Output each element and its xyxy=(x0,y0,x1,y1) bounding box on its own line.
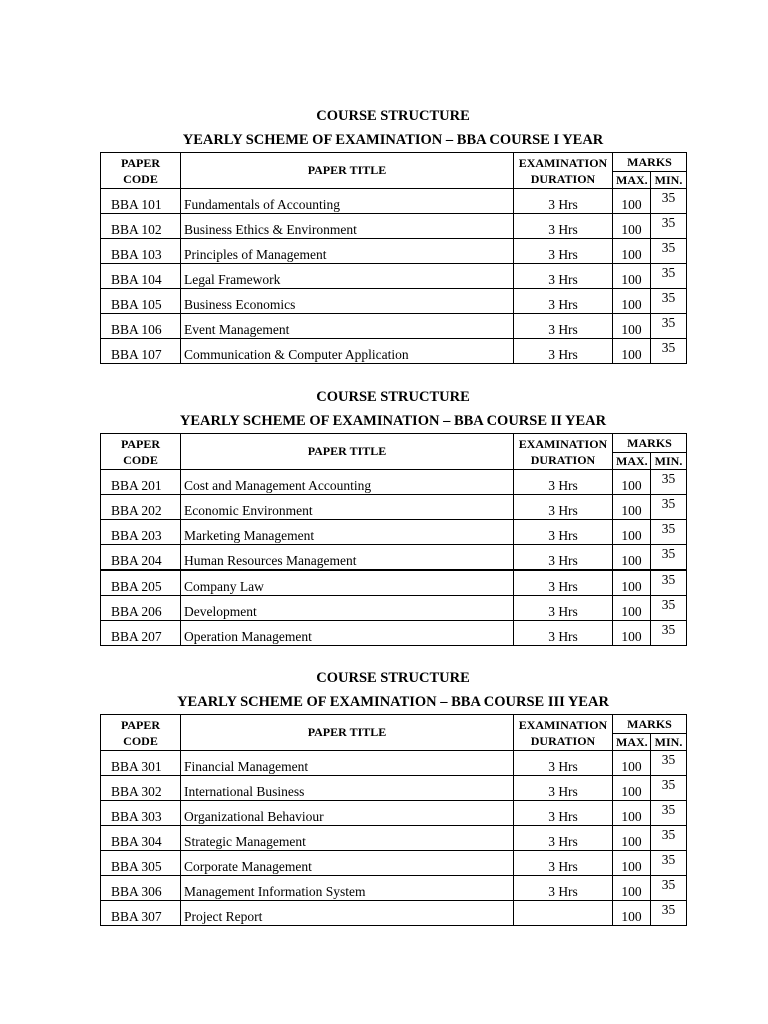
table-row xyxy=(101,621,687,646)
paper-code-cell: BBA 303 xyxy=(101,801,181,826)
max-marks-cell: 100 xyxy=(613,520,651,545)
paper-code-cell: BBA 307 xyxy=(101,901,181,926)
table-row xyxy=(101,495,687,520)
exam-duration-cell: 3 Hrs xyxy=(514,876,613,901)
table-row xyxy=(101,776,687,801)
paper-title-header: PAPER TITLE xyxy=(181,434,514,470)
paper-title-cell: Organizational Behaviour xyxy=(181,801,514,826)
paper-title-cell: Economic Environment xyxy=(181,495,514,520)
paper-title-cell: Legal Framework xyxy=(181,264,514,289)
paper-code-cell: BBA 301 xyxy=(101,751,181,776)
paper-title-cell: Principles of Management xyxy=(181,239,514,264)
min-marks-cell: 35 xyxy=(651,801,687,826)
table-row xyxy=(101,289,687,314)
min-marks-cell: 35 xyxy=(651,495,687,520)
exam-duration-header: EXAMINATION DURATION xyxy=(514,434,613,470)
paper-title-cell: Business Economics xyxy=(181,289,514,314)
section-subheading: YEARLY SCHEME OF EXAMINATION – BBA COURSE II YEAR xyxy=(179,413,607,429)
exam-duration-cell: 3 Hrs xyxy=(514,520,613,545)
min-marks-cell: 35 xyxy=(651,289,687,314)
exam-scheme-table xyxy=(100,714,687,926)
section-year-1 xyxy=(100,104,686,364)
exam-duration-cell: 3 Hrs xyxy=(514,239,613,264)
table-row xyxy=(101,596,687,621)
exam-duration-cell: 3 Hrs xyxy=(514,621,613,646)
exam-duration-cell: 3 Hrs xyxy=(514,289,613,314)
paper-code-cell: BBA 104 xyxy=(101,264,181,289)
section-subheading: YEARLY SCHEME OF EXAMINATION – BBA COURSE I YEAR xyxy=(182,132,604,148)
exam-duration-cell: 3 Hrs xyxy=(514,495,613,520)
marks-header: MARKS xyxy=(613,715,687,734)
max-marks-cell: 100 xyxy=(613,876,651,901)
exam-scheme-table xyxy=(100,433,687,646)
section-heading: COURSE STRUCTURE xyxy=(316,670,470,686)
max-marks-cell: 100 xyxy=(613,776,651,801)
exam-duration-header: EXAMINATION DURATION xyxy=(514,153,613,189)
min-marks-cell: 35 xyxy=(651,264,687,289)
exam-duration-cell: 3 Hrs xyxy=(514,264,613,289)
exam-duration-cell: 3 Hrs xyxy=(514,751,613,776)
max-marks-cell: 100 xyxy=(613,826,651,851)
paper-title-cell: Fundamentals of Accounting xyxy=(181,189,514,214)
table-row xyxy=(101,851,687,876)
paper-title-cell: Development xyxy=(181,596,514,621)
table-row xyxy=(101,901,687,926)
min-marks-cell: 35 xyxy=(651,876,687,901)
paper-title-cell: Operation Management xyxy=(181,621,514,646)
max-marks-cell: 100 xyxy=(613,545,651,571)
exam-duration-cell: 3 Hrs xyxy=(514,596,613,621)
paper-code-header: PAPER CODE xyxy=(101,434,181,470)
max-marks-cell: 100 xyxy=(613,289,651,314)
paper-code-cell: BBA 202 xyxy=(101,495,181,520)
paper-title-cell: Marketing Management xyxy=(181,520,514,545)
section-year-2 xyxy=(100,385,686,646)
paper-code-cell: BBA 204 xyxy=(101,545,181,571)
exam-duration-cell: 3 Hrs xyxy=(514,314,613,339)
max-marks-cell: 100 xyxy=(613,239,651,264)
table-row xyxy=(101,314,687,339)
min-marks-header: MIN. xyxy=(651,172,687,189)
paper-title-header: PAPER TITLE xyxy=(181,715,514,751)
paper-code-header: PAPER CODE xyxy=(101,715,181,751)
table-row xyxy=(101,264,687,289)
table-row xyxy=(101,189,687,214)
min-marks-cell: 35 xyxy=(651,596,687,621)
marks-header: MARKS xyxy=(613,434,687,453)
paper-code-header: PAPER CODE xyxy=(101,153,181,189)
max-marks-cell: 100 xyxy=(613,339,651,364)
min-marks-cell: 35 xyxy=(651,339,687,364)
max-marks-header: MAX. xyxy=(613,734,651,751)
paper-title-cell: Management Information System xyxy=(181,876,514,901)
exam-duration-cell: 3 Hrs xyxy=(514,570,613,596)
paper-code-cell: BBA 206 xyxy=(101,596,181,621)
paper-code-cell: BBA 107 xyxy=(101,339,181,364)
section-heading: COURSE STRUCTURE xyxy=(316,389,470,405)
paper-code-cell: BBA 203 xyxy=(101,520,181,545)
exam-duration-cell: 3 Hrs xyxy=(514,339,613,364)
exam-duration-cell: 3 Hrs xyxy=(514,189,613,214)
paper-title-cell: Cost and Management Accounting xyxy=(181,470,514,495)
table-row xyxy=(101,570,687,596)
min-marks-cell: 35 xyxy=(651,214,687,239)
paper-title-cell: Corporate Management xyxy=(181,851,514,876)
paper-title-cell: Strategic Management xyxy=(181,826,514,851)
min-marks-cell: 35 xyxy=(651,751,687,776)
exam-duration-cell xyxy=(514,901,613,926)
table-row xyxy=(101,214,687,239)
exam-duration-cell: 3 Hrs xyxy=(514,801,613,826)
paper-code-cell: BBA 302 xyxy=(101,776,181,801)
paper-title-cell: Business Ethics & Environment xyxy=(181,214,514,239)
table-row xyxy=(101,751,687,776)
paper-code-cell: BBA 304 xyxy=(101,826,181,851)
min-marks-cell: 35 xyxy=(651,851,687,876)
min-marks-cell: 35 xyxy=(651,470,687,495)
min-marks-cell: 35 xyxy=(651,520,687,545)
paper-code-cell: BBA 106 xyxy=(101,314,181,339)
max-marks-header: MAX. xyxy=(613,453,651,470)
paper-title-cell: Company Law xyxy=(181,570,514,596)
max-marks-cell: 100 xyxy=(613,596,651,621)
exam-duration-cell: 3 Hrs xyxy=(514,851,613,876)
max-marks-cell: 100 xyxy=(613,621,651,646)
section-heading: COURSE STRUCTURE xyxy=(316,108,470,124)
table-row xyxy=(101,876,687,901)
max-marks-cell: 100 xyxy=(613,470,651,495)
paper-title-cell: Project Report xyxy=(181,901,514,926)
max-marks-cell: 100 xyxy=(613,801,651,826)
paper-code-cell: BBA 305 xyxy=(101,851,181,876)
paper-code-cell: BBA 102 xyxy=(101,214,181,239)
min-marks-header: MIN. xyxy=(651,734,687,751)
paper-code-cell: BBA 207 xyxy=(101,621,181,646)
min-marks-cell: 35 xyxy=(651,570,687,596)
table-row xyxy=(101,239,687,264)
table-row xyxy=(101,801,687,826)
min-marks-cell: 35 xyxy=(651,621,687,646)
exam-scheme-table xyxy=(100,152,687,364)
min-marks-cell: 35 xyxy=(651,901,687,926)
table-row xyxy=(101,520,687,545)
paper-code-cell: BBA 201 xyxy=(101,470,181,495)
table-row xyxy=(101,545,687,571)
exam-duration-header: EXAMINATION DURATION xyxy=(514,715,613,751)
paper-code-cell: BBA 101 xyxy=(101,189,181,214)
max-marks-cell: 100 xyxy=(613,214,651,239)
paper-code-cell: BBA 105 xyxy=(101,289,181,314)
paper-title-cell: Communication & Computer Application xyxy=(181,339,514,364)
min-marks-cell: 35 xyxy=(651,189,687,214)
paper-title-cell: Human Resources Management xyxy=(181,545,514,571)
min-marks-cell: 35 xyxy=(651,776,687,801)
paper-code-cell: BBA 103 xyxy=(101,239,181,264)
max-marks-header: MAX. xyxy=(613,172,651,189)
exam-duration-cell: 3 Hrs xyxy=(514,470,613,495)
max-marks-cell: 100 xyxy=(613,751,651,776)
max-marks-cell: 100 xyxy=(613,851,651,876)
max-marks-cell: 100 xyxy=(613,495,651,520)
max-marks-cell: 100 xyxy=(613,901,651,926)
paper-title-header: PAPER TITLE xyxy=(181,153,514,189)
paper-title-cell: Event Management xyxy=(181,314,514,339)
section-year-3 xyxy=(100,666,686,926)
marks-header: MARKS xyxy=(613,153,687,172)
table-row xyxy=(101,339,687,364)
table-row xyxy=(101,826,687,851)
max-marks-cell: 100 xyxy=(613,189,651,214)
min-marks-cell: 35 xyxy=(651,239,687,264)
exam-duration-cell: 3 Hrs xyxy=(514,826,613,851)
exam-duration-cell: 3 Hrs xyxy=(514,214,613,239)
min-marks-cell: 35 xyxy=(651,545,687,571)
paper-title-cell: International Business xyxy=(181,776,514,801)
exam-duration-cell: 3 Hrs xyxy=(514,545,613,571)
exam-duration-cell: 3 Hrs xyxy=(514,776,613,801)
min-marks-cell: 35 xyxy=(651,826,687,851)
max-marks-cell: 100 xyxy=(613,264,651,289)
min-marks-header: MIN. xyxy=(651,453,687,470)
paper-code-cell: BBA 306 xyxy=(101,876,181,901)
section-subheading: YEARLY SCHEME OF EXAMINATION – BBA COURSE III YEAR xyxy=(177,694,609,710)
max-marks-cell: 100 xyxy=(613,314,651,339)
paper-code-cell: BBA 205 xyxy=(101,570,181,596)
max-marks-cell: 100 xyxy=(613,570,651,596)
min-marks-cell: 35 xyxy=(651,314,687,339)
paper-title-cell: Financial Management xyxy=(181,751,514,776)
table-row xyxy=(101,470,687,495)
